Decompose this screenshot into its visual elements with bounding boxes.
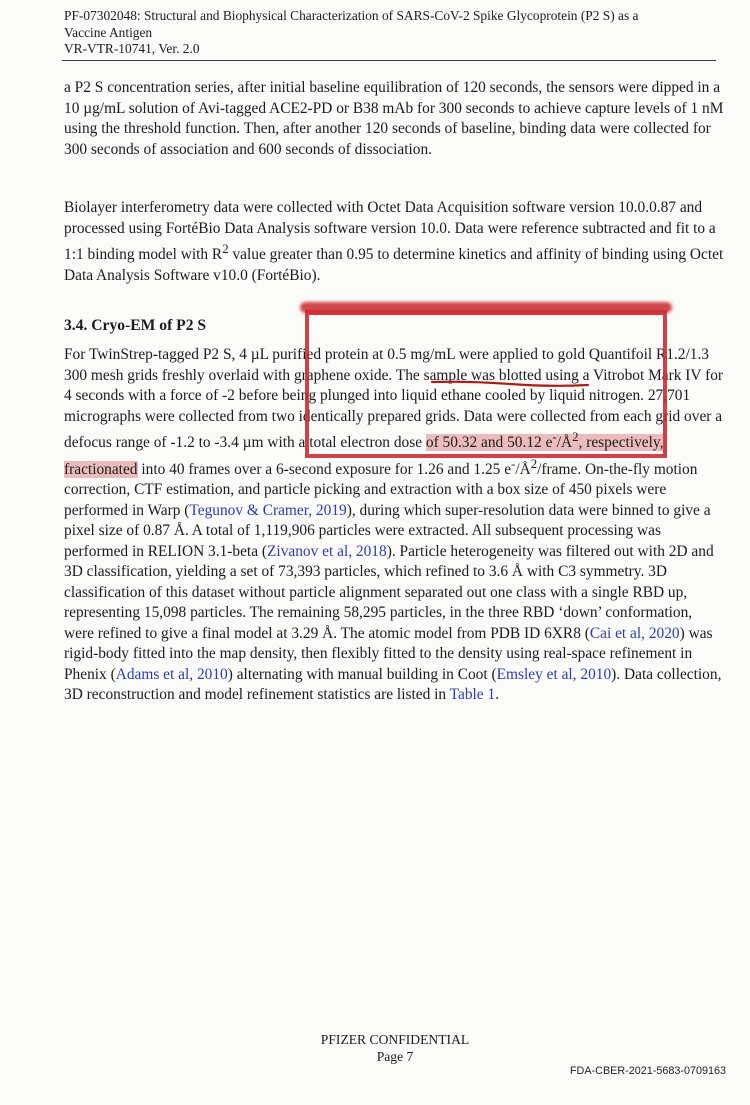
citation-link-emsley[interactable]: Emsley et al, 2010 (496, 665, 612, 683)
highlighted-text: of 50.32 and 50.12 $e^-/Å^2$, respectively, fractionated (64, 430, 664, 478)
annotation-marker-stroke (300, 302, 672, 313)
header-title-line1: PF-07302048: Structural and Biophysical Characterization of SARS-CoV-2 Spike Glycoprotein (P2 S) as a (64, 8, 639, 23)
page-footer (250, 1031, 540, 1065)
citation-link-tegunov[interactable]: Tegunov & Cramer, 2019 (189, 501, 347, 519)
table-1-link[interactable]: Table 1 (449, 686, 496, 704)
header-divider (62, 60, 716, 61)
header-title-line2: Vaccine Antigen (64, 24, 153, 40)
citation-link-zivanov[interactable]: Zivanov et al, 2018 (267, 542, 387, 560)
paragraph-cryo-em: For TwinStrep-tagged P2 S, 4 µL purified protein at 0.5 mg/mL were applied to gold Quantifoil R1.2/1.3 300 mesh grids freshly overlaid with graphene oxide. The sample was blotted using a Vitrobot Mark IV for 4 seconds with a force of -2 before being plunged into liquid ethane cooled by liquid nitrogen. 27,701 micrographs were collected from two identically prepared grids. Data were collected from each grid over a defocus range of -1.2 to -3.4 µm with a total electron dose of 50.32 and 50.12 $e^-/Å^2$, respectively, fractionated into 40 frames over a 6-second exposure for 1.26 and 1.25 $e^-/Å^2$/frame. On-the-fly motion correction, CTF estimation, and particle picking and extraction with a box size of 450 pixels were performed in Warp (Tegunov & Cramer, 2019), during which super-resolution data were binned to give a pixel size of 0.87 Å. A total of 1,119,906 particles were extracted. All subsequent processing was performed in RELION 3.1-beta (Zivanov et al, 2018). Particle heterogeneity was filtered out with 2D and 3D classification, yielding a set of 73,393 particles, which refined to 3.6 Å with C3 symmetry. 3D classification of this dataset without particle alignment separated out one class with a single RBD up, representing 15,098 particles. The remaining 58,295 particles, in the three RBD ‘down’ conformation, were refined to give a final model at 3.29 Å. The atomic model from PDB ID 6XR8 (Cai et al, 2020) was rigid-body fitted into the map density, then flexibly fitted to the density using real-space refinement in Phenix (Adams et al, 2010) alternating with manual building in Coot (Emsley et al, 2010). Data collection, 3D reconstruction and model refinement statistics are listed in Table 1. (64, 346, 724, 704)
citation-link-adams[interactable]: Adams et al, 2010 (115, 665, 228, 683)
superscript: 2 (222, 242, 229, 256)
paragraph-bli-method: a P2 S concentration series, after initial baseline equilibration of 120 seconds, the sensors were dipped in a 10 µg/mL solution of Avi-tagged ACE2-PD or B38 mAb for 300 seconds to achieve capture levels of 1 nM using the threshold function. Then, after another 120 seconds of baseline, binding data were collected for 300 seconds of association and 600 seconds of dissociation. (64, 79, 724, 158)
section-heading-cryo-em: 3.4. Cryo-EM of P2 S (64, 317, 207, 334)
document-id: FDA-CBER-2021-5683-0709163 (569, 1065, 726, 1077)
document-header (64, 8, 704, 58)
citation-link-cai[interactable]: Cai et al, 2020 (589, 624, 680, 642)
paragraph-bli-analysis: Biolayer interferometry data were collected with Octet Data Acquisition software version 10.0.0.87 and processed using FortéBio Data Analysis software version 10.0. Data were reference subtracted and fit to a 1:1 binding model with $R^2$ value greater than 0.95 to determine kinetics and affinity of binding using Octet Data Analysis Software v10.0 (FortéBio). (64, 199, 724, 284)
header-version: VR-VTR-10741, Ver. 2.0 (64, 41, 200, 56)
confidential-label: PFIZER CONFIDENTIAL (320, 1032, 470, 1047)
page-number: Page 7 (376, 1049, 414, 1064)
